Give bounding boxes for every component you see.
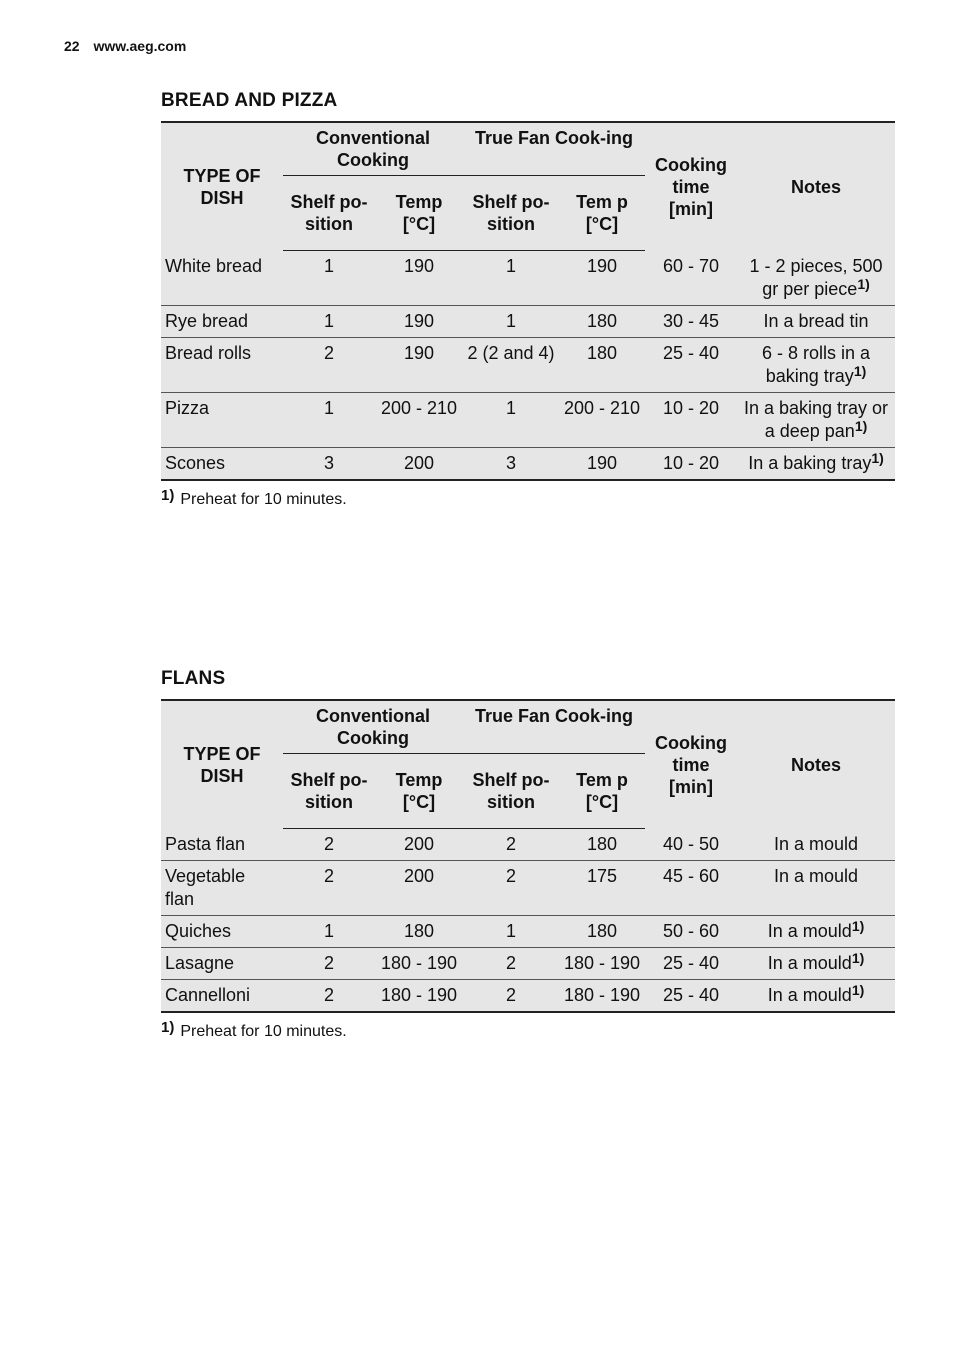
table-row bbox=[161, 980, 895, 1013]
fan-temp-cell bbox=[559, 948, 645, 980]
cooking-time-cell bbox=[645, 829, 737, 861]
fan-temp-cell-text: 200 - 210 bbox=[563, 397, 641, 418]
fan-shelf-cell bbox=[463, 337, 559, 392]
footnote-reference: 1) bbox=[851, 950, 865, 966]
fan-temp-cell bbox=[559, 251, 645, 306]
fan-temp-cell bbox=[559, 392, 645, 447]
conventional-shelf-cell bbox=[283, 861, 375, 916]
cooking-time-cell-text: 25 - 40 bbox=[662, 953, 720, 973]
fan-temp-cell-text: 180 - 190 bbox=[563, 985, 641, 1005]
fan-shelf-cell-text: 2 bbox=[505, 834, 516, 854]
cooking-time-cell-text: 25 - 40 bbox=[662, 985, 720, 1005]
header-temp: Temp [°C] bbox=[375, 176, 463, 251]
notes-cell bbox=[737, 392, 895, 447]
fan-temp-cell-text: 190 bbox=[586, 452, 618, 473]
conventional-temp-cell-text: 200 bbox=[403, 834, 435, 854]
header-temp: Temp [°C] bbox=[375, 754, 463, 829]
table-row bbox=[161, 861, 895, 916]
fan-shelf-cell bbox=[463, 447, 559, 480]
notes-cell-text: 1 - 2 pieces, 500 gr per piece bbox=[749, 255, 883, 299]
footnote bbox=[161, 1019, 347, 1041]
notes-cell bbox=[737, 251, 895, 306]
conventional-temp-cell-text: 180 - 190 bbox=[380, 953, 458, 973]
notes-cell bbox=[737, 337, 895, 392]
fan-shelf-cell bbox=[463, 305, 559, 337]
fan-shelf-cell-text: 3 bbox=[505, 452, 516, 473]
conventional-shelf-cell bbox=[283, 251, 375, 306]
conventional-shelf-cell-text: 2 bbox=[323, 834, 334, 854]
conventional-temp-cell bbox=[375, 861, 463, 916]
dish-cell-text: Pasta flan bbox=[165, 833, 246, 854]
dish-cell-text: Quiches bbox=[165, 921, 232, 941]
fan-shelf-cell-text: 1 bbox=[505, 397, 516, 418]
fan-shelf-cell bbox=[463, 251, 559, 306]
cooking-time-cell bbox=[645, 305, 737, 337]
fan-shelf-cell bbox=[463, 829, 559, 861]
dish-cell-text: Cannelloni bbox=[165, 985, 251, 1005]
footnote-text: Preheat for 10 minutes. bbox=[180, 491, 347, 508]
conventional-temp-cell bbox=[375, 948, 463, 980]
table-row bbox=[161, 447, 895, 480]
conventional-temp-cell-text: 200 bbox=[403, 452, 435, 473]
conventional-temp-cell bbox=[375, 337, 463, 392]
header-shelf-position: Shelf po-sition bbox=[283, 176, 375, 251]
site-url: www.aeg.com bbox=[93, 38, 187, 54]
dish-cell bbox=[161, 447, 283, 480]
dish-cell-text: Lasagne bbox=[165, 953, 235, 973]
notes-cell-text: In a baking tray bbox=[748, 452, 872, 473]
footnote-mark: 1) bbox=[161, 1019, 175, 1036]
footnote bbox=[161, 487, 347, 509]
conventional-shelf-cell bbox=[283, 916, 375, 948]
fan-temp-cell-text: 180 bbox=[586, 310, 618, 331]
cooking-time-cell-text: 30 - 45 bbox=[662, 310, 720, 331]
header-notes: Notes bbox=[737, 700, 895, 829]
header-cooking-time: Cooking time [min] bbox=[645, 122, 737, 251]
fan-temp-cell bbox=[559, 980, 645, 1013]
notes-cell-text: In a mould bbox=[773, 866, 859, 886]
flans-table bbox=[161, 699, 895, 1013]
conventional-temp-cell bbox=[375, 447, 463, 480]
conventional-shelf-cell-text: 1 bbox=[323, 256, 334, 276]
notes-cell-text: In a mould bbox=[767, 985, 852, 1005]
fan-temp-cell bbox=[559, 829, 645, 861]
page-header bbox=[64, 38, 186, 54]
conventional-shelf-cell bbox=[283, 948, 375, 980]
header-true-fan-cooking: True Fan Cook-ing bbox=[463, 700, 645, 754]
section-title-bread-pizza: BREAD AND PIZZA bbox=[161, 90, 338, 111]
footnote-reference: 1) bbox=[851, 918, 865, 934]
conventional-shelf-cell bbox=[283, 980, 375, 1013]
conventional-temp-cell-text: 190 bbox=[403, 256, 435, 276]
fan-temp-cell bbox=[559, 916, 645, 948]
conventional-temp-cell-text: 180 - 190 bbox=[380, 985, 458, 1005]
fan-temp-cell-text: 175 bbox=[586, 866, 618, 886]
table-row bbox=[161, 916, 895, 948]
fan-temp-cell-text: 180 bbox=[586, 342, 618, 363]
conventional-shelf-cell bbox=[283, 447, 375, 480]
footnote-reference: 1) bbox=[871, 449, 884, 466]
notes-cell-text: In a mould bbox=[767, 953, 852, 973]
fan-shelf-cell bbox=[463, 948, 559, 980]
footnote-reference: 1) bbox=[853, 362, 867, 379]
conventional-temp-cell-text: 190 bbox=[403, 310, 435, 331]
dish-cell bbox=[161, 829, 283, 861]
fan-shelf-cell bbox=[463, 861, 559, 916]
conventional-shelf-cell-text: 3 bbox=[323, 452, 334, 473]
conventional-temp-cell bbox=[375, 829, 463, 861]
table-row bbox=[161, 337, 895, 392]
cooking-time-cell bbox=[645, 980, 737, 1013]
fan-temp-cell bbox=[559, 337, 645, 392]
dish-cell-text: Scones bbox=[165, 452, 226, 473]
header-true-fan-cooking: True Fan Cook-ing bbox=[463, 122, 645, 176]
conventional-temp-cell bbox=[375, 392, 463, 447]
bread-pizza-table bbox=[161, 121, 895, 481]
dish-cell bbox=[161, 861, 283, 916]
dish-cell bbox=[161, 916, 283, 948]
fan-shelf-cell-text: 2 bbox=[505, 953, 516, 973]
footnote-text: Preheat for 10 minutes. bbox=[180, 1023, 347, 1040]
fan-shelf-cell bbox=[463, 392, 559, 447]
footnote-reference: 1) bbox=[857, 275, 870, 292]
conventional-shelf-cell bbox=[283, 337, 375, 392]
fan-shelf-cell-text: 1 bbox=[505, 256, 516, 276]
conventional-temp-cell bbox=[375, 916, 463, 948]
conventional-temp-cell-text: 200 bbox=[403, 866, 435, 886]
table-row bbox=[161, 305, 895, 337]
dish-cell bbox=[161, 948, 283, 980]
header-temp-fan: Tem p [°C] bbox=[559, 176, 645, 251]
notes-cell-text: 6 - 8 rolls in a baking tray bbox=[761, 342, 871, 386]
table-row bbox=[161, 948, 895, 980]
notes-cell bbox=[737, 861, 895, 916]
cooking-time-cell bbox=[645, 392, 737, 447]
conventional-temp-cell-text: 180 bbox=[403, 921, 435, 941]
fan-temp-cell-text: 180 bbox=[586, 834, 618, 854]
header-shelf-position: Shelf po-sition bbox=[283, 754, 375, 829]
header-type-of-dish: TYPE OF DISH bbox=[161, 700, 283, 829]
conventional-shelf-cell bbox=[283, 829, 375, 861]
conventional-shelf-cell bbox=[283, 392, 375, 447]
cooking-time-cell bbox=[645, 251, 737, 306]
header-shelf-position-fan: Shelf po-sition bbox=[463, 176, 559, 251]
cooking-time-cell-text: 50 - 60 bbox=[662, 921, 720, 941]
fan-temp-cell-text: 180 - 190 bbox=[563, 953, 641, 973]
cooking-time-cell bbox=[645, 337, 737, 392]
fan-shelf-cell-text: 2 (2 and 4) bbox=[467, 342, 555, 363]
fan-temp-cell bbox=[559, 305, 645, 337]
cooking-time-cell-text: 10 - 20 bbox=[662, 397, 720, 418]
header-temp-fan: Tem p [°C] bbox=[559, 754, 645, 829]
cooking-time-cell bbox=[645, 447, 737, 480]
dish-cell bbox=[161, 980, 283, 1013]
conventional-temp-cell-text: 200 - 210 bbox=[380, 397, 458, 418]
dish-cell-text: Rye bread bbox=[165, 310, 249, 331]
fan-shelf-cell-text: 2 bbox=[505, 866, 516, 886]
cooking-time-cell-text: 25 - 40 bbox=[662, 342, 720, 363]
footnote-mark: 1) bbox=[161, 487, 175, 504]
conventional-shelf-cell-text: 1 bbox=[323, 397, 334, 418]
dish-cell-text: Vegetable flan bbox=[165, 866, 246, 909]
conventional-temp-cell bbox=[375, 305, 463, 337]
notes-cell bbox=[737, 447, 895, 480]
header-conventional-cooking: Conventional Cooking bbox=[283, 122, 463, 176]
fan-temp-cell-text: 180 bbox=[586, 921, 618, 941]
notes-cell-text: In a mould bbox=[767, 921, 852, 941]
fan-shelf-cell-text: 1 bbox=[505, 310, 516, 331]
dish-cell-text: Pizza bbox=[165, 397, 210, 418]
conventional-temp-cell-text: 190 bbox=[403, 342, 435, 363]
dish-cell bbox=[161, 251, 283, 306]
notes-cell-text: In a baking tray or a deep pan bbox=[743, 397, 889, 441]
page-number: 22 bbox=[64, 38, 80, 54]
notes-cell-text: In a mould bbox=[773, 833, 859, 854]
fan-shelf-cell bbox=[463, 980, 559, 1013]
cooking-time-cell-text: 45 - 60 bbox=[662, 866, 720, 886]
conventional-temp-cell bbox=[375, 251, 463, 306]
notes-cell bbox=[737, 829, 895, 861]
footnote-reference: 1) bbox=[854, 417, 868, 434]
dish-cell bbox=[161, 305, 283, 337]
header-conventional-cooking: Conventional Cooking bbox=[283, 700, 463, 754]
notes-cell bbox=[737, 948, 895, 980]
conventional-shelf-cell-text: 2 bbox=[323, 953, 334, 973]
conventional-shelf-cell-text: 2 bbox=[323, 866, 334, 886]
conventional-shelf-cell bbox=[283, 305, 375, 337]
table-row bbox=[161, 829, 895, 861]
header-cooking-time: Cooking time [min] bbox=[645, 700, 737, 829]
fan-shelf-cell-text: 2 bbox=[505, 985, 516, 1005]
notes-cell bbox=[737, 980, 895, 1013]
cooking-time-cell-text: 60 - 70 bbox=[662, 255, 720, 276]
dish-cell bbox=[161, 392, 283, 447]
fan-shelf-cell-text: 1 bbox=[505, 921, 516, 941]
footnote-reference: 1) bbox=[851, 982, 865, 998]
conventional-shelf-cell-text: 2 bbox=[323, 342, 334, 363]
cooking-time-cell-text: 40 - 50 bbox=[662, 833, 720, 854]
conventional-shelf-cell-text: 1 bbox=[323, 310, 334, 331]
dish-cell-text: White bread bbox=[165, 255, 263, 276]
cooking-time-cell bbox=[645, 948, 737, 980]
header-notes: Notes bbox=[737, 122, 895, 251]
cooking-time-cell-text: 10 - 20 bbox=[662, 452, 720, 473]
fan-temp-cell-text: 190 bbox=[586, 256, 618, 276]
header-shelf-position-fan: Shelf po-sition bbox=[463, 754, 559, 829]
dish-cell-text: Bread rolls bbox=[165, 342, 252, 363]
conventional-shelf-cell-text: 2 bbox=[323, 985, 334, 1005]
dish-cell bbox=[161, 337, 283, 392]
conventional-shelf-cell-text: 1 bbox=[323, 921, 334, 941]
header-type-of-dish: TYPE OF DISH bbox=[161, 122, 283, 251]
table-row bbox=[161, 392, 895, 447]
notes-cell bbox=[737, 916, 895, 948]
notes-cell-text: In a bread tin bbox=[763, 310, 869, 331]
table-row bbox=[161, 251, 895, 306]
notes-cell bbox=[737, 305, 895, 337]
cooking-time-cell bbox=[645, 861, 737, 916]
section-title-flans: FLANS bbox=[161, 668, 226, 689]
conventional-temp-cell bbox=[375, 980, 463, 1013]
fan-temp-cell bbox=[559, 861, 645, 916]
cooking-time-cell bbox=[645, 916, 737, 948]
fan-temp-cell bbox=[559, 447, 645, 480]
fan-shelf-cell bbox=[463, 916, 559, 948]
